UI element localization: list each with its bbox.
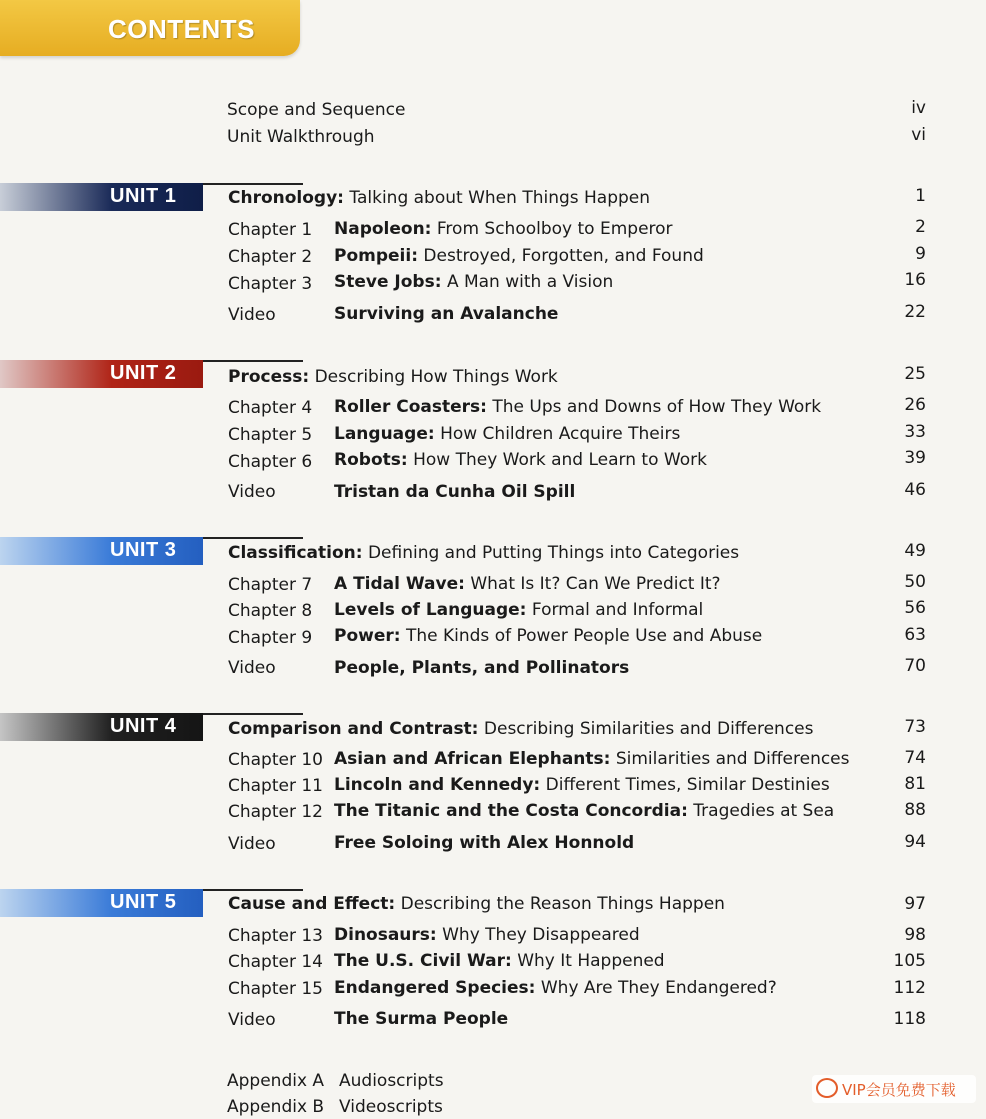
- entry-title-rest: A Man with a Vision: [446, 272, 614, 292]
- entry-title[interactable]: [334, 573, 721, 595]
- entry-number: Chapter 8: [228, 601, 313, 621]
- unit-heading[interactable]: [228, 542, 739, 564]
- entry-page: 63: [904, 625, 926, 645]
- unit-heading-rest: Talking about When Things Happen: [349, 188, 651, 208]
- toc-front-item-page: vi: [911, 125, 926, 145]
- entry-title-rest: What Is It? Can We Predict It?: [470, 574, 721, 594]
- toc-front-item-page: iv: [911, 98, 926, 118]
- entry-title-rest: Tragedies at Sea: [693, 801, 835, 821]
- entry-number: Chapter 11: [228, 776, 324, 796]
- entry-title-bold: Endangered Species:: [334, 978, 536, 998]
- contents-header-tab: [0, 0, 300, 56]
- unit-heading-page: 73: [904, 717, 926, 737]
- entry-page: 94: [904, 832, 926, 852]
- watermark-text: VIP会员免费下载: [842, 1081, 956, 1099]
- toc-front-item-label[interactable]: Unit Walkthrough: [227, 127, 375, 147]
- unit-banner: [0, 183, 203, 211]
- unit-heading[interactable]: [228, 893, 725, 915]
- entry-title-bold: Napoleon:: [334, 219, 432, 239]
- entry-page: 70: [904, 656, 926, 676]
- entry-number: Chapter 6: [228, 452, 313, 472]
- entry-title-rest: Similarities and Differences: [615, 749, 850, 769]
- entry-title[interactable]: [334, 774, 830, 796]
- entry-title[interactable]: [334, 449, 707, 471]
- entry-title-rest: How They Work and Learn to Work: [413, 450, 707, 470]
- entry-title-rest: Different Times, Similar Destinies: [545, 775, 830, 795]
- entry-number: Video: [228, 834, 276, 854]
- chat-bubble-icon: [816, 1078, 838, 1098]
- entry-page: 56: [904, 598, 926, 618]
- entry-number: Chapter 4: [228, 398, 313, 418]
- entry-number: Chapter 2: [228, 247, 313, 267]
- unit-heading-page: 1: [915, 186, 926, 206]
- unit-label: UNIT 3: [110, 539, 177, 561]
- entry-number: Chapter 7: [228, 575, 313, 595]
- entry-title-bold: The U.S. Civil War:: [334, 951, 512, 971]
- entry-page: 112: [893, 978, 926, 998]
- unit-heading-page: 49: [904, 541, 926, 561]
- entry-title[interactable]: [334, 218, 673, 240]
- entry-number: Video: [228, 658, 276, 678]
- entry-title-bold: Asian and African Elephants:: [334, 749, 611, 769]
- entry-title-rest: Why They Disappeared: [442, 925, 640, 945]
- unit-heading-rest: Defining and Putting Things into Categories: [367, 543, 740, 563]
- appendix-label: Appendix B: [227, 1097, 325, 1117]
- unit-heading[interactable]: [228, 366, 558, 388]
- entry-number: Chapter 10: [228, 750, 324, 770]
- entry-page: 22: [904, 302, 926, 322]
- entry-title-bold: Pompeii:: [334, 246, 419, 266]
- entry-title[interactable]: [334, 396, 821, 418]
- unit-label: UNIT 1: [110, 185, 177, 207]
- unit-heading-page: 25: [904, 364, 926, 384]
- entry-page: 39: [904, 448, 926, 468]
- entry-page: 2: [915, 217, 926, 237]
- entry-number: Video: [228, 482, 276, 502]
- entry-title-bold: People, Plants, and Pollinators: [334, 658, 630, 678]
- entry-number: Chapter 13: [228, 926, 324, 946]
- appendix-title[interactable]: Audioscripts: [339, 1071, 444, 1091]
- entry-title[interactable]: [334, 599, 703, 621]
- entry-title[interactable]: [334, 977, 777, 999]
- unit-banner: [0, 537, 203, 565]
- entry-page: 26: [904, 395, 926, 415]
- unit-rule: [203, 713, 303, 715]
- page-title: CONTENTS: [108, 14, 255, 44]
- entry-title-bold: Steve Jobs:: [334, 272, 442, 292]
- entry-title-bold: The Titanic and the Costa Concordia:: [334, 801, 688, 821]
- entry-title-rest: Why It Happened: [517, 951, 665, 971]
- unit-heading[interactable]: [228, 718, 813, 740]
- entry-title-bold: The Surma People: [334, 1009, 509, 1029]
- entry-number: Chapter 15: [228, 979, 324, 999]
- entry-page: 16: [904, 270, 926, 290]
- entry-title-bold: Free Soloing with Alex Honnold: [334, 833, 635, 853]
- watermark-badge: [812, 1075, 976, 1103]
- entry-title[interactable]: [334, 271, 613, 293]
- entry-number: Chapter 1: [228, 220, 313, 240]
- appendix-title[interactable]: Videoscripts: [339, 1097, 443, 1117]
- unit-label: UNIT 2: [110, 362, 177, 384]
- entry-title[interactable]: [334, 245, 704, 267]
- entry-title[interactable]: [334, 748, 850, 770]
- entry-title-rest: Destroyed, Forgotten, and Found: [423, 246, 704, 266]
- unit-rule: [203, 183, 303, 185]
- unit-banner: [0, 360, 203, 388]
- entry-page: 50: [904, 572, 926, 592]
- entry-number: Video: [228, 305, 276, 325]
- entry-title-bold: Dinosaurs:: [334, 925, 437, 945]
- entry-number: Chapter 5: [228, 425, 313, 445]
- unit-heading-rest: Describing Similarities and Differences: [483, 719, 814, 739]
- entry-page: 81: [904, 774, 926, 794]
- entry-title-bold: Language:: [334, 424, 435, 444]
- entry-number: Chapter 3: [228, 274, 313, 294]
- entry-title-bold: Robots:: [334, 450, 408, 470]
- unit-banner: [0, 713, 203, 741]
- entry-title[interactable]: [334, 303, 558, 325]
- entry-title[interactable]: [334, 625, 762, 647]
- entry-number: Chapter 9: [228, 628, 313, 648]
- toc-front-item-label[interactable]: Scope and Sequence: [227, 100, 406, 120]
- unit-heading-page: 97: [904, 894, 926, 914]
- entry-page: 105: [893, 951, 926, 971]
- unit-heading-bold: Comparison and Contrast:: [228, 719, 479, 739]
- unit-heading-rest: Describing How Things Work: [314, 367, 558, 387]
- entry-page: 46: [904, 480, 926, 500]
- entry-page: 118: [893, 1009, 926, 1029]
- unit-rule: [203, 360, 303, 362]
- entry-number: Video: [228, 1010, 276, 1030]
- unit-banner: [0, 889, 203, 917]
- entry-title[interactable]: [334, 924, 640, 946]
- entry-title-rest: Why Are They Endangered?: [540, 978, 777, 998]
- entry-title-bold: Surviving an Avalanche: [334, 304, 559, 324]
- entry-page: 74: [904, 748, 926, 768]
- unit-heading-bold: Cause and Effect:: [228, 894, 396, 914]
- entry-title-rest: From Schoolboy to Emperor: [436, 219, 673, 239]
- entry-title-bold: Lincoln and Kennedy:: [334, 775, 541, 795]
- entry-title-bold: Levels of Language:: [334, 600, 527, 620]
- entry-title-bold: A Tidal Wave:: [334, 574, 465, 594]
- entry-title-rest: How Children Acquire Theirs: [440, 424, 681, 444]
- unit-heading-rest: Describing the Reason Things Happen: [400, 894, 725, 914]
- unit-label: UNIT 5: [110, 891, 177, 913]
- entry-title-bold: Power:: [334, 626, 401, 646]
- entry-page: 33: [904, 422, 926, 442]
- unit-rule: [203, 889, 303, 891]
- unit-label: UNIT 4: [110, 715, 177, 737]
- entry-title[interactable]: [334, 950, 665, 972]
- entry-title[interactable]: [334, 657, 629, 679]
- entry-number: Chapter 14: [228, 952, 324, 972]
- unit-rule: [203, 537, 303, 539]
- entry-page: 88: [904, 800, 926, 820]
- entry-title[interactable]: [334, 1008, 508, 1030]
- unit-heading-bold: Process:: [228, 367, 310, 387]
- entry-page: 9: [915, 244, 926, 264]
- unit-heading-bold: Chronology:: [228, 188, 344, 208]
- entry-title[interactable]: [334, 423, 680, 445]
- entry-title[interactable]: [334, 800, 834, 822]
- entry-title-bold: Tristan da Cunha Oil Spill: [334, 482, 576, 502]
- entry-title[interactable]: [334, 481, 575, 503]
- entry-title-rest: The Kinds of Power People Use and Abuse: [405, 626, 763, 646]
- appendix-label: Appendix A: [227, 1071, 325, 1091]
- entry-title-rest: The Ups and Downs of How They Work: [492, 397, 822, 417]
- unit-heading-bold: Classification:: [228, 543, 363, 563]
- unit-heading[interactable]: [228, 187, 650, 209]
- entry-title[interactable]: [334, 832, 634, 854]
- entry-page: 98: [904, 925, 926, 945]
- entry-title-bold: Roller Coasters:: [334, 397, 487, 417]
- entry-title-rest: Formal and Informal: [531, 600, 704, 620]
- entry-number: Chapter 12: [228, 802, 324, 822]
